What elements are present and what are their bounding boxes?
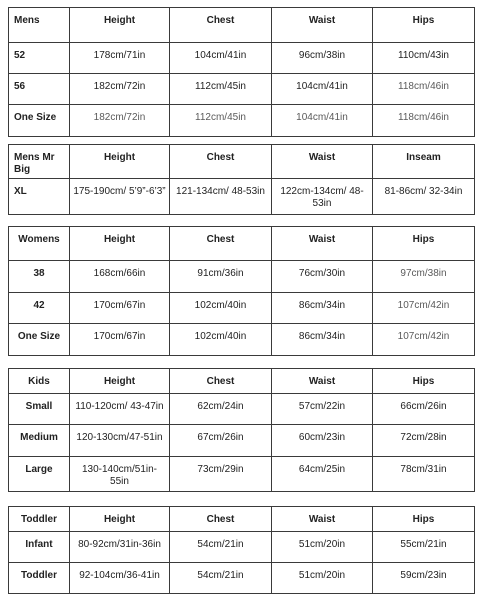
- size-cell: Medium: [9, 425, 70, 457]
- height-cell: 175-190cm/ 5’9”-6’3”: [70, 179, 170, 215]
- header-cell-height: Height: [70, 145, 170, 179]
- height-cell: 170cm/67in: [70, 324, 170, 356]
- header-cell-category: Mens: [9, 8, 70, 43]
- chest-cell: 67cm/26in: [170, 425, 272, 457]
- chest-cell: 73cm/29in: [170, 457, 272, 492]
- table-row: [9, 324, 475, 356]
- header-cell-waist: Waist: [272, 369, 373, 394]
- height-cell: 170cm/67in: [70, 293, 170, 324]
- table-row: [9, 261, 475, 293]
- size-cell: Infant: [9, 532, 70, 563]
- size-cell: One Size: [9, 105, 70, 137]
- chest-cell: 121-134cm/ 48-53in: [170, 179, 272, 215]
- table-row: [9, 179, 475, 215]
- hips-cell: 107cm/42in: [373, 293, 475, 324]
- chest-cell: 102cm/40in: [170, 324, 272, 356]
- size-cell: XL: [9, 179, 70, 215]
- hips-cell: 78cm/31in: [373, 457, 475, 492]
- waist-cell: 96cm/38in: [272, 43, 373, 74]
- header-cell-height: Height: [70, 8, 170, 43]
- header-cell-category: Toddler: [9, 507, 70, 532]
- size-cell: 56: [9, 74, 70, 105]
- chest-cell: 54cm/21in: [170, 563, 272, 594]
- header-cell-category: Kids: [9, 369, 70, 394]
- chest-cell: 54cm/21in: [170, 532, 272, 563]
- height-cell: 182cm/72in: [70, 74, 170, 105]
- header-cell-hips: Hips: [373, 507, 475, 532]
- header-cell-waist: Waist: [272, 507, 373, 532]
- header-cell-chest: Chest: [170, 8, 272, 43]
- header-cell-chest: Chest: [170, 145, 272, 179]
- table-row: [9, 293, 475, 324]
- waist-cell: 51cm/20in: [272, 532, 373, 563]
- waist-cell: 60cm/23in: [272, 425, 373, 457]
- table-header-row: [9, 507, 475, 532]
- header-cell-inseam: Inseam: [373, 145, 475, 179]
- hips-cell: 107cm/42in: [373, 324, 475, 356]
- height-cell: 178cm/71in: [70, 43, 170, 74]
- table-row: [9, 457, 475, 492]
- waist-cell: 122cm-134cm/ 48-53in: [272, 179, 373, 215]
- womens-size-table: [8, 226, 475, 356]
- kids-size-table: [8, 368, 475, 492]
- hips-cell: 118cm/46in: [373, 105, 475, 137]
- size-cell: Large: [9, 457, 70, 492]
- header-cell-height: Height: [70, 227, 170, 261]
- size-cell: 52: [9, 43, 70, 74]
- size-cell: Toddler: [9, 563, 70, 594]
- header-cell-category: Mens Mr Big: [9, 145, 70, 179]
- chest-cell: 112cm/45in: [170, 105, 272, 137]
- header-cell-height: Height: [70, 507, 170, 532]
- table-row: [9, 425, 475, 457]
- size-cell: One Size: [9, 324, 70, 356]
- table-header-row: [9, 369, 475, 394]
- chest-cell: 62cm/24in: [170, 394, 272, 425]
- waist-cell: 76cm/30in: [272, 261, 373, 293]
- height-cell: 110-120cm/ 43-47in: [70, 394, 170, 425]
- header-cell-hips: Hips: [373, 8, 475, 43]
- table-header-row: [9, 145, 475, 179]
- inseam-cell: 81-86cm/ 32-34in: [373, 179, 475, 215]
- header-cell-height: Height: [70, 369, 170, 394]
- chest-cell: 91cm/36in: [170, 261, 272, 293]
- header-cell-chest: Chest: [170, 369, 272, 394]
- table-row: [9, 43, 475, 74]
- height-cell: 80-92cm/31in-36in: [70, 532, 170, 563]
- height-cell: 168cm/66in: [70, 261, 170, 293]
- header-cell-waist: Waist: [272, 145, 373, 179]
- hips-cell: 97cm/38in: [373, 261, 475, 293]
- waist-cell: 64cm/25in: [272, 457, 373, 492]
- hips-cell: 59cm/23in: [373, 563, 475, 594]
- table-row: [9, 74, 475, 105]
- hips-cell: 118cm/46in: [373, 74, 475, 105]
- mens-size-table: [8, 7, 475, 137]
- header-cell-waist: Waist: [272, 227, 373, 261]
- chest-cell: 102cm/40in: [170, 293, 272, 324]
- table-row: [9, 532, 475, 563]
- hips-cell: 110cm/43in: [373, 43, 475, 74]
- header-cell-hips: Hips: [373, 369, 475, 394]
- header-cell-chest: Chest: [170, 507, 272, 532]
- height-cell: 120-130cm/47-51in: [70, 425, 170, 457]
- size-cell: Small: [9, 394, 70, 425]
- chest-cell: 104cm/41in: [170, 43, 272, 74]
- mens-mr-big-size-table: [8, 144, 475, 215]
- table-row: [9, 105, 475, 137]
- table-row: [9, 394, 475, 425]
- waist-cell: 86cm/34in: [272, 293, 373, 324]
- size-cell: 38: [9, 261, 70, 293]
- waist-cell: 57cm/22in: [272, 394, 373, 425]
- header-cell-waist: Waist: [272, 8, 373, 43]
- table-row: [9, 563, 475, 594]
- height-cell: 182cm/72in: [70, 105, 170, 137]
- height-cell: 92-104cm/36-41in: [70, 563, 170, 594]
- table-header-row: [9, 227, 475, 261]
- header-cell-category: Womens: [9, 227, 70, 261]
- waist-cell: 104cm/41in: [272, 105, 373, 137]
- hips-cell: 72cm/28in: [373, 425, 475, 457]
- hips-cell: 66cm/26in: [373, 394, 475, 425]
- waist-cell: 86cm/34in: [272, 324, 373, 356]
- header-cell-hips: Hips: [373, 227, 475, 261]
- size-cell: 42: [9, 293, 70, 324]
- waist-cell: 51cm/20in: [272, 563, 373, 594]
- table-header-row: [9, 8, 475, 43]
- hips-cell: 55cm/21in: [373, 532, 475, 563]
- toddler-size-table: [8, 506, 475, 594]
- height-cell: 130-140cm/51in-55in: [70, 457, 170, 492]
- header-cell-chest: Chest: [170, 227, 272, 261]
- chest-cell: 112cm/45in: [170, 74, 272, 105]
- waist-cell: 104cm/41in: [272, 74, 373, 105]
